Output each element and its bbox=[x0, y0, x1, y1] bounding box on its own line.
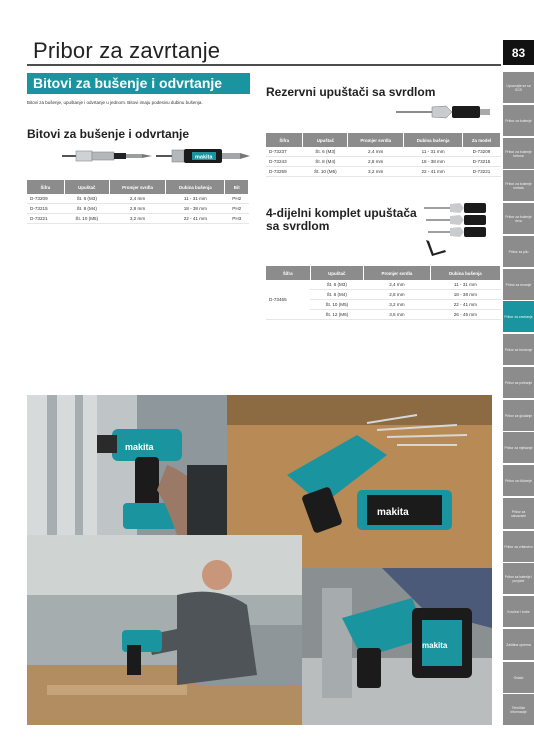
table-cell: Št. 8 (M4) bbox=[303, 157, 348, 167]
table-cell: 18 - 38 mm bbox=[166, 204, 225, 214]
table-cell: 3,2 mm bbox=[109, 214, 165, 224]
table-cell: 2,4 mm bbox=[348, 147, 404, 157]
table-cell: 22 - 41 mm bbox=[430, 300, 500, 310]
side-tab-17[interactable]: Kovčezi i torbe bbox=[503, 596, 534, 627]
side-tab-8[interactable]: Pribor za zavrtanje bbox=[503, 301, 534, 332]
side-tab-5[interactable]: Pribor za bušenje drva bbox=[503, 203, 534, 234]
table-cell: PH2 bbox=[225, 204, 249, 214]
table-row bbox=[266, 280, 501, 290]
brand-logo-bits: makita bbox=[195, 154, 213, 161]
table-cell: D-73221 bbox=[27, 214, 64, 224]
side-tab-2[interactable]: Pribor za bušenje bbox=[503, 105, 534, 136]
hex-key-icon bbox=[426, 240, 434, 256]
countersink-illustration bbox=[396, 102, 492, 122]
side-tab-10[interactable]: Pribor za poliranje bbox=[503, 367, 534, 398]
column-header: Za model bbox=[463, 133, 501, 147]
side-tab-11[interactable]: Pribor za glodanje bbox=[503, 400, 534, 431]
photo-driver-metal bbox=[302, 568, 492, 725]
kit-table bbox=[266, 266, 501, 320]
table-cell: D-73259 bbox=[266, 167, 303, 177]
table-row bbox=[266, 147, 501, 157]
column-header: Upuštač bbox=[64, 180, 109, 194]
table-cell: 2,8 mm bbox=[364, 290, 431, 300]
table-cell: D-73243 bbox=[266, 157, 303, 167]
table-cell: 26 - 45 mm bbox=[430, 310, 500, 320]
side-tab-1[interactable]: Upoznajte se sa SGS bbox=[503, 72, 534, 103]
table-cell: 18 - 38 mm bbox=[430, 290, 500, 300]
column-header: Šifra bbox=[266, 266, 310, 280]
table-cell: D-73465 bbox=[266, 280, 310, 320]
table-row bbox=[27, 204, 249, 214]
column-header: Dubina bušenja bbox=[166, 180, 225, 194]
bits-table bbox=[27, 180, 249, 224]
side-tab-4[interactable]: Pribor za bušenje metala bbox=[503, 170, 534, 201]
section-banner: Bitovi za bušenje i odvrtanje bbox=[27, 73, 250, 94]
table-cell: Št. 6 (M3) bbox=[310, 280, 364, 290]
table-cell: 2,8 mm bbox=[348, 157, 404, 167]
side-tab-18[interactable]: Zaštitna oprema bbox=[503, 629, 534, 660]
table-cell: 3,6 mm bbox=[364, 310, 431, 320]
side-tab-13[interactable]: Pribor za čišćenje bbox=[503, 465, 534, 496]
page-title: Pribor za zavrtanje bbox=[33, 38, 221, 63]
countersink-heading: Rezervni upuštači sa svrdlom bbox=[266, 85, 436, 99]
column-header: Dubina bušenja bbox=[404, 133, 463, 147]
side-tab-9[interactable]: Pribor za brušenje bbox=[503, 334, 534, 365]
table-row bbox=[266, 167, 501, 177]
kit-illustration bbox=[420, 200, 492, 258]
side-tab-6[interactable]: Pribor za pilu bbox=[503, 236, 534, 267]
side-tab-3[interactable]: Pribor za bušenje betona bbox=[503, 138, 534, 169]
table-cell: Št. 6 (M3) bbox=[303, 147, 348, 157]
side-tabs bbox=[503, 72, 534, 727]
header-rule bbox=[27, 64, 501, 66]
section-description: Bitovi za bušenje, upuštanje i odvrtanje u jednom. Bitovi imaju podesivu dubinu bušenja. bbox=[27, 100, 203, 105]
table-cell: D-73209 bbox=[27, 194, 64, 204]
table-cell: 2,8 mm bbox=[109, 204, 165, 214]
table-cell: D-73221 bbox=[463, 167, 501, 177]
table-cell: Št. 8 (M4) bbox=[310, 290, 364, 300]
kit-heading: 4-dijelni komplet upuštača sa svrdlom bbox=[266, 206, 417, 233]
side-tab-16[interactable]: Pribor za baterije i punjače bbox=[503, 563, 534, 594]
column-header: Šifra bbox=[27, 180, 64, 194]
photo-impact-driver-closeup bbox=[27, 395, 227, 535]
side-tab-14[interactable]: Pribor za usisavače bbox=[503, 498, 534, 529]
column-header: Promjer svrdla bbox=[109, 180, 165, 194]
countersink-piece bbox=[428, 227, 486, 237]
table-cell: PH2 bbox=[225, 194, 249, 204]
column-header: Šifra bbox=[266, 133, 303, 147]
table-cell: Št. 12 (M6) bbox=[310, 310, 364, 320]
brand-logo-photo1: makita bbox=[125, 442, 154, 452]
table-cell: 22 - 41 mm bbox=[404, 167, 463, 177]
page-number: 83 bbox=[503, 40, 534, 65]
column-header: Upuštač bbox=[310, 266, 364, 280]
table-cell: 2,4 mm bbox=[364, 280, 431, 290]
column-header: Promjer svrdla bbox=[348, 133, 404, 147]
side-tab-20[interactable]: Tehničke informacije bbox=[503, 694, 534, 725]
table-cell: 11 - 31 mm bbox=[166, 194, 225, 204]
table-cell: 11 - 31 mm bbox=[430, 280, 500, 290]
table-cell: Št. 6 (M3) bbox=[64, 194, 109, 204]
drill-bits-illustration bbox=[62, 144, 252, 168]
kit-table-header bbox=[266, 266, 501, 280]
column-header: Bit bbox=[225, 180, 249, 194]
table-cell: D-73237 bbox=[266, 147, 303, 157]
table-cell: Št. 8 (M4) bbox=[64, 204, 109, 214]
table-cell: D-73209 bbox=[463, 147, 501, 157]
countersink-table bbox=[266, 133, 501, 177]
bits-heading: Bitovi za bušenje i odvrtanje bbox=[27, 127, 190, 141]
countersink-table-header bbox=[266, 133, 501, 147]
table-cell: Št. 10 (M5) bbox=[310, 300, 364, 310]
side-tab-12[interactable]: Pribor za mješanje bbox=[503, 432, 534, 463]
countersink-piece bbox=[426, 215, 486, 225]
table-cell: 18 - 38 mm bbox=[404, 157, 463, 167]
table-cell: 22 - 41 mm bbox=[166, 214, 225, 224]
table-cell: Št. 10 (M5) bbox=[303, 167, 348, 177]
table-cell: 2,4 mm bbox=[109, 194, 165, 204]
table-cell: D-73215 bbox=[27, 204, 64, 214]
side-tab-15[interactable]: Pribor za vrtlarstvo bbox=[503, 531, 534, 562]
table-cell: D-73215 bbox=[463, 157, 501, 167]
brand-logo-photo4: makita bbox=[422, 641, 448, 650]
table-row bbox=[266, 157, 501, 167]
column-header: Upuštač bbox=[303, 133, 348, 147]
column-header: Dubina bušenja bbox=[430, 266, 500, 280]
countersink-piece bbox=[424, 203, 486, 213]
table-row bbox=[27, 194, 249, 204]
column-header: Promjer svrdla bbox=[364, 266, 431, 280]
table-cell: 11 - 31 mm bbox=[404, 147, 463, 157]
brand-logo-photo2: makita bbox=[377, 507, 409, 518]
photo-worker bbox=[27, 535, 302, 725]
countersink-table-body bbox=[266, 147, 501, 177]
table-row bbox=[27, 214, 249, 224]
bits-table-body bbox=[27, 194, 249, 224]
table-cell: Št. 10 (M5) bbox=[64, 214, 109, 224]
side-tab-19[interactable]: Ostalo bbox=[503, 662, 534, 693]
table-cell: 3,2 mm bbox=[364, 300, 431, 310]
table-cell: 3,2 mm bbox=[348, 167, 404, 177]
kit-table-body bbox=[266, 280, 501, 320]
table-cell: PH3 bbox=[225, 214, 249, 224]
side-tab-7[interactable]: Pribor za rezanje bbox=[503, 269, 534, 300]
bits-table-header bbox=[27, 180, 249, 194]
